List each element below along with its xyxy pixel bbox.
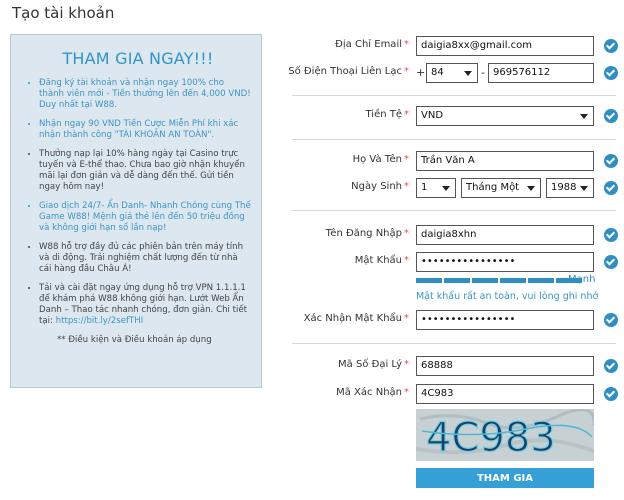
password-label: Mật Khẩu *	[354, 255, 409, 266]
divider	[292, 95, 616, 96]
captcha-text: 4C983	[426, 415, 556, 461]
phone-row	[0, 63, 624, 83]
promo-item-5: • W88 hỗ trợ đầy đủ các phiên bản trên máy tính và di động. Trải nghiệm chất lượng đến từ nhà cái hàng đầu Châu Á!	[39, 242, 251, 275]
birthday-year-select[interactable]: 1988	[546, 178, 594, 198]
confirm-password-check-icon	[604, 313, 618, 327]
promo-title: THAM GIA NGAY!!!	[62, 49, 214, 68]
username-check-icon	[604, 228, 618, 242]
submit-button[interactable]: THAM GIA	[416, 468, 594, 488]
terms-text: ** Điều kiện và Điều khoản áp dụng	[57, 335, 212, 345]
birthday-month-select[interactable]: Tháng Một	[461, 178, 541, 198]
email-label: Địa Chỉ Email *	[335, 39, 409, 50]
phone-dash: -	[481, 66, 485, 79]
strength-segment	[472, 278, 498, 283]
fullname-row	[0, 151, 624, 171]
fullname-check-icon	[604, 154, 618, 168]
phone-plus-sign: +	[416, 66, 426, 79]
confirm-password-field[interactable]: ••••••••••••••••	[416, 310, 594, 330]
username-label: Tên Đăng Nhập *	[325, 228, 409, 239]
birthday-label: Ngày Sinh *	[351, 181, 409, 192]
strength-segment	[528, 278, 554, 283]
captcha-image[interactable]	[416, 409, 594, 461]
currency-label: Tiền Tệ *	[365, 109, 409, 120]
phone-number-field[interactable]: 969576112	[488, 63, 594, 83]
captcha-row	[0, 384, 624, 404]
confirm-password-label: Xác Nhận Mật Khẩu *	[303, 313, 409, 324]
captcha-field[interactable]: 4C983	[416, 384, 594, 404]
password-hint: Mật khẩu rất an toàn, vui lòng ghi nhớ	[416, 291, 599, 302]
promo-panel	[10, 34, 262, 388]
strength-segment	[500, 278, 526, 283]
agent-code-check-icon	[604, 359, 618, 373]
birthday-check-icon	[604, 181, 618, 195]
promo-item-3: • Thưởng nạp lại 10% hàng ngày tại Casino trực tuyến và E-thể thao. Chưa bao giờ nhận khuyến mãi lại đơn giản và dễ dàng đến thế. Gửi tiền ngay hôm nay!	[39, 149, 251, 193]
fullname-label: Họ Và Tên *	[352, 154, 409, 165]
confirm-password-row	[0, 310, 624, 330]
vpn-link[interactable]: https://bit.ly/2sefTHI	[55, 316, 144, 326]
fullname-field[interactable]: Trần Văn A	[416, 151, 594, 171]
currency-check-icon	[604, 109, 618, 123]
currency-select[interactable]: VND	[416, 106, 594, 126]
username-field[interactable]: daigia8xhn	[416, 225, 594, 245]
birthday-day-select[interactable]: 1	[416, 178, 456, 198]
password-check-icon	[604, 255, 618, 269]
agent-code-label: Mã Số Đại Lý *	[338, 359, 409, 370]
captcha-graphic	[416, 409, 594, 461]
divider	[292, 210, 616, 211]
email-field[interactable]: daigia8xx@gmail.com	[416, 36, 594, 56]
captcha-label: Mã Xác Nhận *	[336, 387, 409, 398]
email-check-icon	[604, 39, 618, 53]
agent-code-row	[0, 356, 624, 376]
promo-item-2: • Nhận ngay 90 VND Tiền Cược Miễn Phí khi xác nhận thành công "TÀI KHOẢN AN TOÀN".	[39, 119, 251, 141]
phone-code-select[interactable]: 84	[426, 63, 478, 83]
phone-check-icon	[604, 66, 618, 80]
birthday-row	[0, 178, 624, 198]
email-row	[0, 36, 624, 56]
password-row	[0, 252, 624, 272]
divider	[292, 139, 616, 140]
promo-item-6-text: Tải và cài đặt ngay ứng dụng hỗ trợ VPN 1.1.1.1 để khám phá W88 không giới hạn. Lướt Web Ẩn Danh – Thao tác nhanh chóng, đơn giản. Chi tiết tại:	[39, 283, 248, 326]
divider	[292, 343, 616, 344]
username-row	[0, 225, 624, 245]
page-title: Tạo tài khoản	[12, 4, 115, 22]
password-field[interactable]: ••••••••••••••••	[416, 252, 594, 272]
promo-item-4: • Giao dịch 24/7- Ẩn Danh- Nhanh Chóng cùng Thế Game W88! Mệnh giá thẻ lên đến 50 triệu đồng và không giới hạn số lần nạp!	[39, 201, 251, 234]
strength-segment	[416, 278, 442, 283]
strength-segment	[444, 278, 470, 283]
captcha-check-icon	[604, 387, 618, 401]
agent-code-field[interactable]: 68888	[416, 356, 594, 376]
phone-label: Số Điện Thoại Liên Lạc *	[288, 66, 409, 77]
currency-row	[0, 106, 624, 126]
password-strength-label: Mạnh	[568, 274, 596, 285]
promo-item-1: • Đăng ký tài khoản và nhận ngay 100% cho thành viên mới - Tiền thưởng lên đến 4,000 VND! Duy nhất tại W88.	[39, 78, 251, 111]
